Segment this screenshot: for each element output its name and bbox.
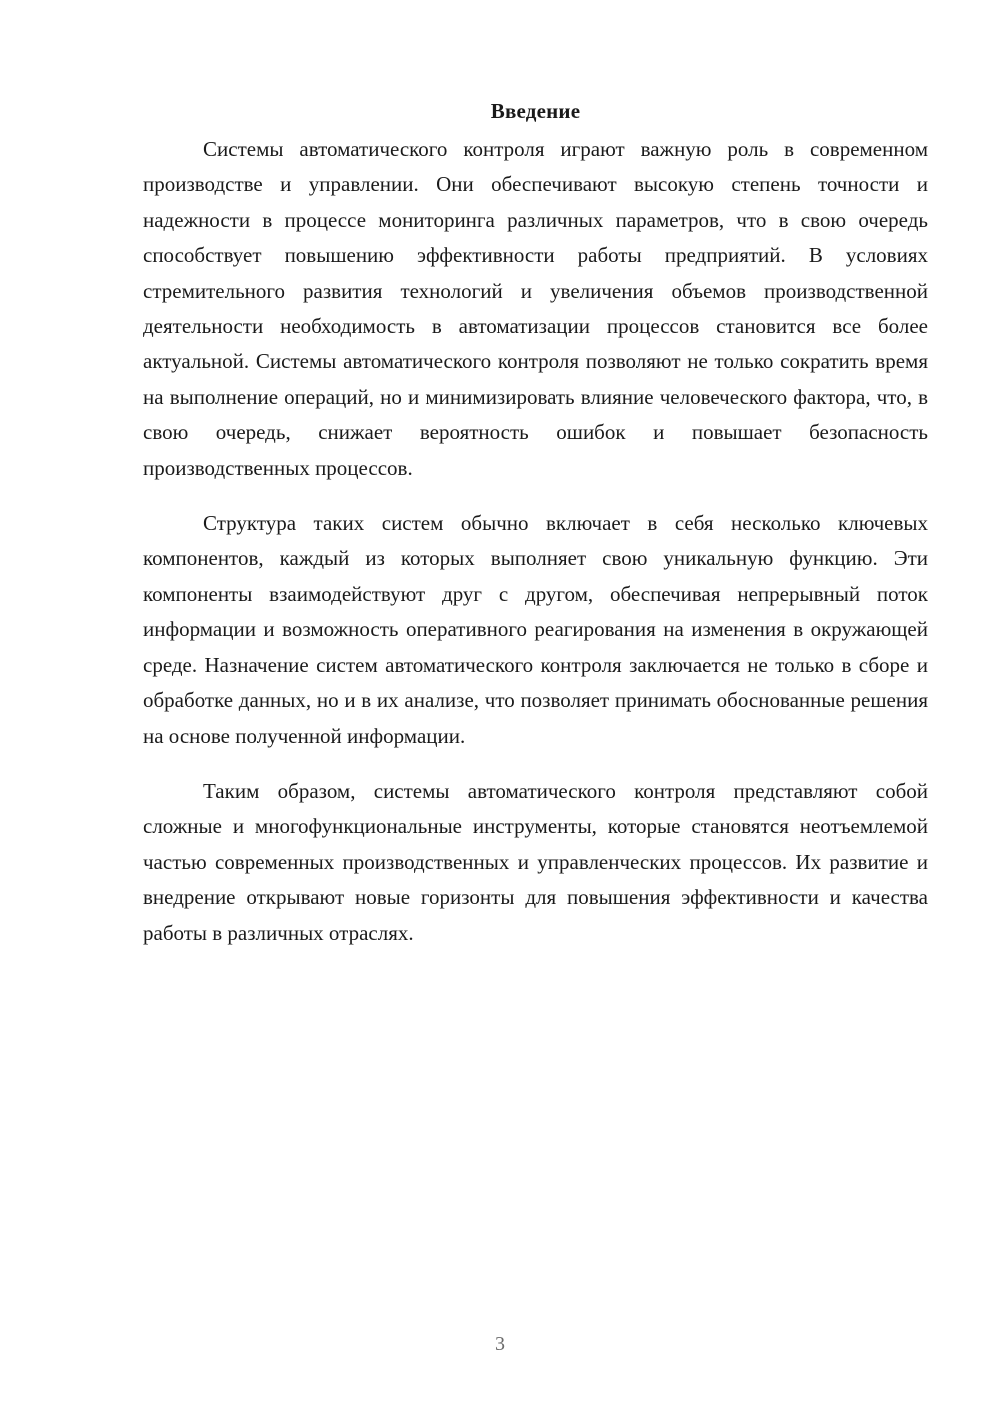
paragraph-1: Системы автоматического контроля играют важную роль в современном производстве и управлении. Они обеспечивают высокую степень точности и надежности в процессе мониторинга различных параметров, что в свою очередь способствует повышению эффективности работы предприятий. В условиях стремительного развития технологий и увеличения объемов производственной деятельности необходимость в автоматизации процессов становится все более актуальной. Системы автоматического контроля позволяют не только сократить время на выполнение операций, но и минимизировать влияние человеческого фактора, что, в свою очередь, снижает вероятность ошибок и повышает безопасность производственных процессов. [143,137,928,480]
page-number: 3 [495,1333,505,1355]
page-title: Введение [490,99,581,123]
paragraph-3: Таким образом, системы автоматического контроля представляют собой сложные и многофункциональные инструменты, которые становятся неотъемлемой частью современных производственных и управленческих процессов. Их развитие и внедрение открывают новые горизонты для повышения эффективности и качества работы в различных отраслях. [143,778,928,945]
page-content [143,96,928,951]
paragraph-2: Структура таких систем обычно включает в себя несколько ключевых компонентов, каждый из которых выполняет свою уникальную функцию. Эти компоненты взаимодействуют друг с другом, обеспечивая непрерывный поток информации и возможность оперативного реагирования на изменения в окружающей среде. Назначение систем автоматического контроля заключается не только в сборе и обработке данных, но и в их анализе, что позволяет принимать обоснованные решения на основе полученной информации. [143,511,928,748]
